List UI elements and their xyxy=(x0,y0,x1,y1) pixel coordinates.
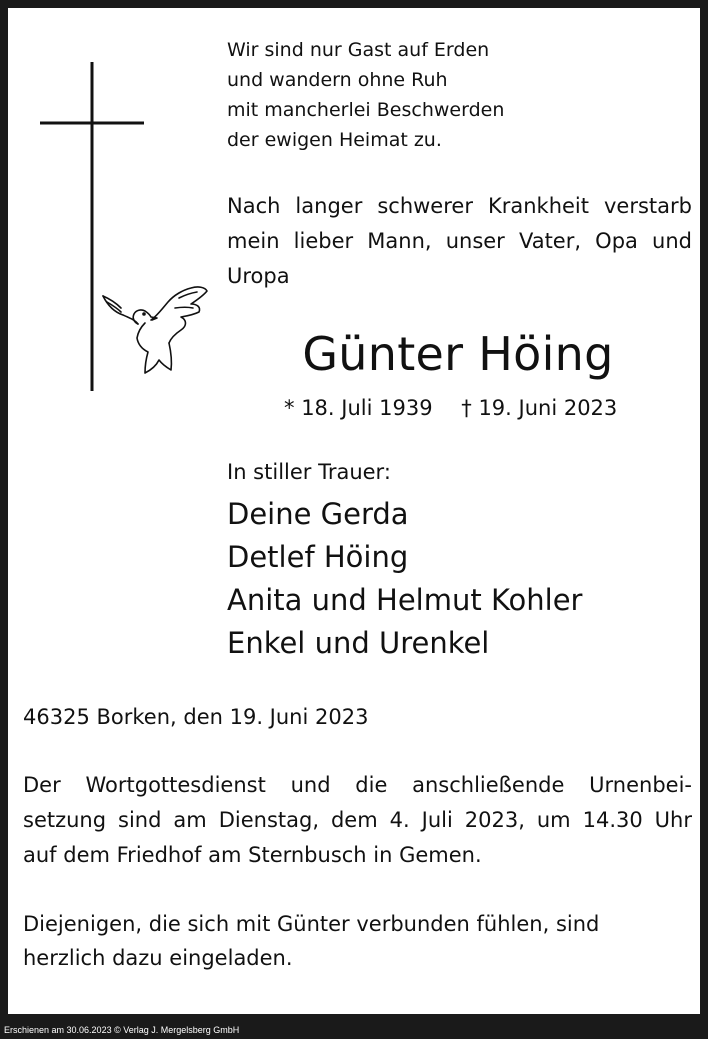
publication-footer: Erschienen am 30.06.2023 © Verlag J. Mergelsberg GmbH xyxy=(4,1025,240,1035)
poem-line: mit mancherlei Beschwerden xyxy=(227,99,505,121)
mourner-list xyxy=(227,493,582,665)
poem-line: Wir sind nur Gast auf Erden xyxy=(227,39,490,61)
birth-symbol: * xyxy=(284,396,295,420)
death-date: 19. Juni 2023 xyxy=(478,396,618,420)
invitation-line: herzlich dazu eingeladen. xyxy=(23,946,293,970)
death-announcement xyxy=(227,189,692,294)
service-line: auf dem Friedhof am Sternbusch in Gemen. xyxy=(23,843,482,867)
death-symbol: † xyxy=(461,396,472,420)
announcement-line: mein lieber Mann, unser Vater, Opa und xyxy=(227,229,692,253)
deceased-name: Günter Höing xyxy=(302,327,614,381)
poem xyxy=(227,35,504,155)
birth-date: 18. Juli 1939 xyxy=(301,396,433,420)
poem-line: der ewigen Heimat zu. xyxy=(227,129,442,151)
place-and-date: 46325 Borken, den 19. Juni 2023 xyxy=(23,705,369,729)
service-line: Der Wortgottesdienst und die anschließende Urnenbei- xyxy=(23,773,692,797)
service-line: setzung sind am Dienstag, dem 4. Juli 2023, um 14.30 Uhr xyxy=(23,808,692,832)
invitation-text xyxy=(23,907,692,975)
life-dates xyxy=(284,393,617,423)
funeral-service-info xyxy=(23,768,692,873)
poem-line: und wandern ohne Ruh xyxy=(227,69,448,91)
obituary-notice xyxy=(8,8,700,1014)
announcement-line: Uropa xyxy=(227,264,290,288)
announcement-line: Nach langer schwerer Krankheit verstarb xyxy=(227,194,692,218)
mourning-label: In stiller Trauer: xyxy=(227,460,391,484)
mourner-name: Deine Gerda xyxy=(227,497,409,531)
invitation-line: Diejenigen, die sich mit Günter verbunden fühlen, sind xyxy=(23,912,600,936)
mourner-name: Enkel und Urenkel xyxy=(227,626,490,660)
mourner-name: Detlef Höing xyxy=(227,540,409,574)
mourner-name: Anita und Helmut Kohler xyxy=(227,583,583,617)
